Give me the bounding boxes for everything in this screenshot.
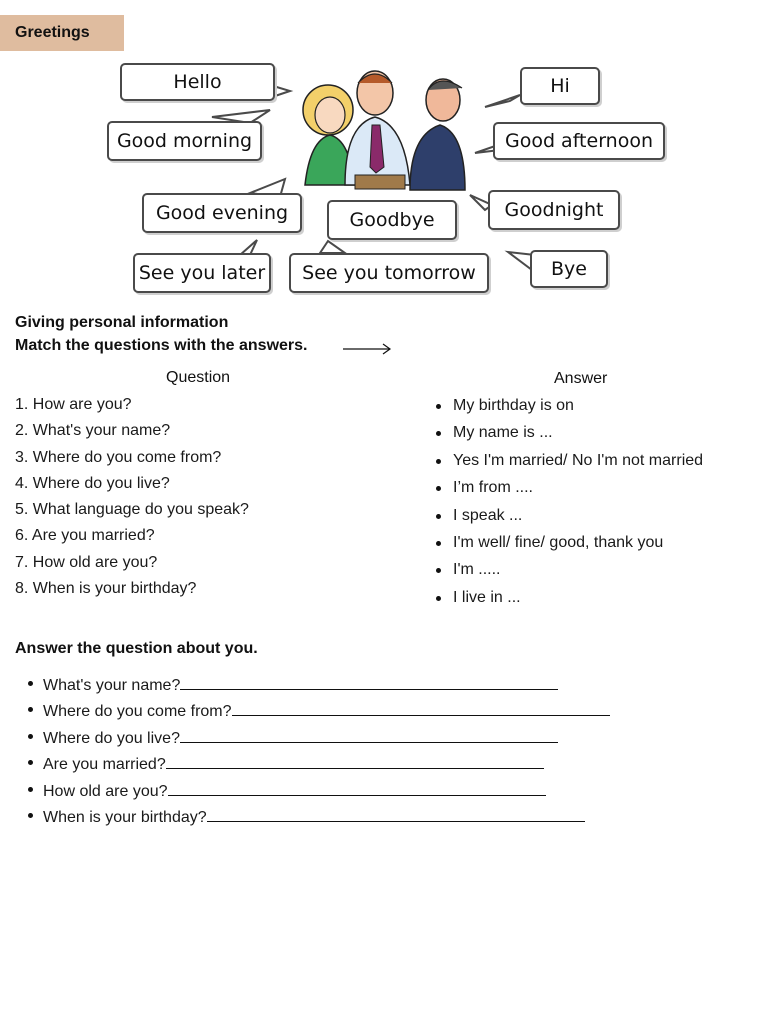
arrow-right-icon — [342, 342, 394, 356]
list-item: I’m from .... — [436, 479, 703, 506]
bubble-hello: Hello — [120, 63, 275, 101]
people-figures — [303, 71, 465, 190]
list-item — [28, 753, 610, 779]
list-item: 4. Where do you live? — [15, 474, 170, 492]
list-item: I speak ... — [436, 507, 703, 534]
section-header-tab: Greetings — [0, 15, 124, 51]
answer-blank[interactable] — [166, 753, 544, 769]
list-item: 8. When is your birthday? — [15, 580, 197, 598]
list-item: My name is ... — [436, 424, 703, 451]
bubble-goodbye: Goodbye — [327, 200, 457, 240]
bubble-see-you-later: See you later — [133, 253, 271, 293]
list-item: 2. What's your name? — [15, 422, 171, 440]
question-text: When is your birthday? — [43, 808, 207, 826]
question-text: Are you married? — [43, 756, 166, 774]
bubble-bye: Bye — [530, 250, 608, 288]
list-item — [28, 727, 610, 753]
list-item: 7. How old are you? — [15, 553, 158, 571]
list-item: I'm ..... — [436, 561, 703, 588]
bubble-good-afternoon: Good afternoon — [493, 122, 665, 160]
list-item: Yes I'm married/ No I'm not married — [436, 452, 703, 479]
list-item — [28, 806, 610, 832]
answer-list — [436, 397, 703, 616]
question-text: What's your name? — [43, 677, 181, 694]
answer-column-header: Answer — [554, 370, 608, 387]
list-item — [28, 780, 610, 806]
list-item: I live in ... — [436, 589, 703, 616]
question-column-header: Question — [166, 369, 231, 386]
greetings-illustration — [100, 55, 680, 300]
list-item: 6. Are you married? — [15, 527, 155, 545]
question-text: How old are you? — [43, 782, 168, 800]
answer-blank[interactable] — [207, 806, 585, 822]
list-item: My birthday is on — [436, 397, 703, 424]
bubble-goodnight: Goodnight — [488, 190, 620, 230]
answer-blank[interactable] — [232, 700, 610, 716]
bubble-see-you-tomorrow: See you tomorrow — [289, 253, 489, 293]
section2-title: Answer the question about you. — [15, 640, 258, 657]
section1-instruction: Match the questions with the answers. — [15, 337, 308, 354]
bubble-good-evening: Good evening — [142, 193, 302, 233]
about-you-list — [28, 674, 610, 832]
question-text: Where do you live? — [43, 729, 180, 747]
question-text: Where do you come from? — [43, 703, 232, 721]
answer-blank[interactable] — [168, 780, 546, 796]
list-item: I'm well/ fine/ good, thank you — [436, 534, 703, 561]
answer-blank[interactable] — [180, 674, 558, 690]
answer-blank[interactable] — [180, 727, 558, 743]
list-item: 1. How are you? — [15, 396, 132, 413]
list-item — [28, 674, 610, 700]
list-item: 5. What language do you speak? — [15, 501, 249, 519]
list-item — [28, 700, 610, 726]
bubble-hi: Hi — [520, 67, 600, 105]
bubble-good-morning: Good morning — [107, 121, 262, 161]
section1-title: Giving personal information — [15, 314, 229, 331]
list-item: 3. Where do you come from? — [15, 448, 222, 466]
question-list — [15, 396, 249, 606]
